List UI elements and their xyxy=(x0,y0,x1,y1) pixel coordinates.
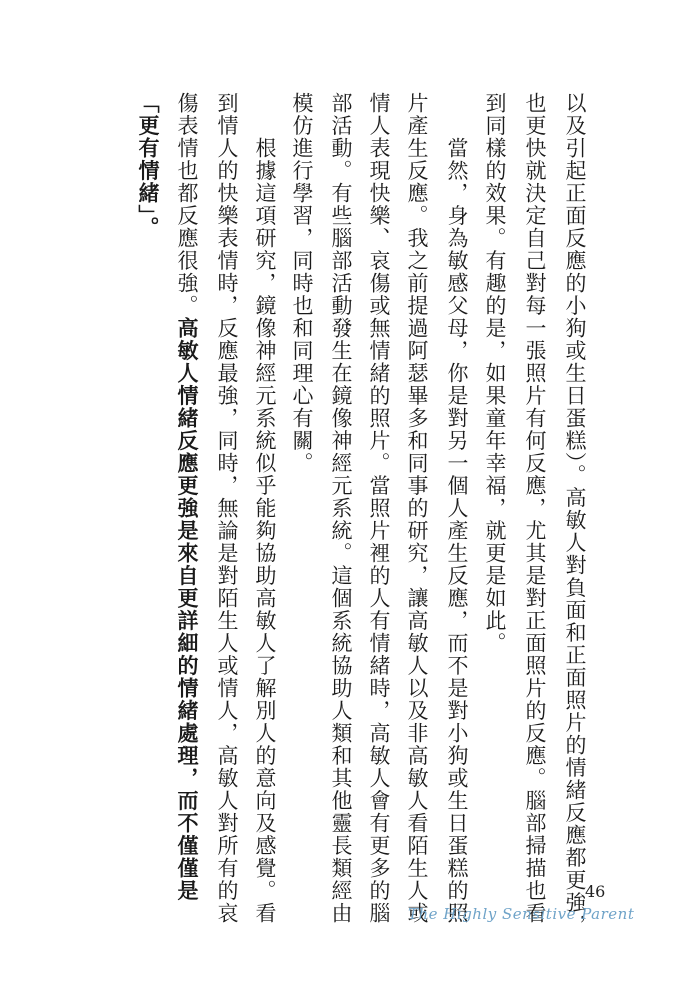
text-column-8: 模仿進行學習，同時也和同理心有關。 xyxy=(290,92,314,475)
text-column-2: 也更快就決定自己對每一張照片有何反應，尤其是對正面照片的反應。腦部掃描也看 xyxy=(523,92,547,925)
text-column-1: 以及引起正面反應的小狗或生日蛋糕）。高敏人對負面和正面照片的情緒反應都更強， xyxy=(563,92,587,937)
text-column-11-regular: 傷表情也都反應很強。 xyxy=(175,92,199,317)
text-column-9: 根據這項研究，鏡像神經元系統似乎能夠協助高敏人了解別人的意向及感覺。看 xyxy=(253,92,277,925)
text-column-12: 「更有情緒」。 xyxy=(136,92,161,239)
text-column-6: 情人表現快樂、哀傷或無情緒的照片。當照片裡的人有情緒時，高敏人會有更多的腦 xyxy=(367,92,391,925)
page-number: 46 xyxy=(585,882,606,901)
text-column-5: 片產生反應。我之前提過阿瑟畢多和同事的研究，讓高敏人以及非高敏人看陌生人或 xyxy=(405,92,429,925)
text-column-10: 到情人的快樂表情時，反應最強，同時，無論是對陌生人或情人，高敏人對所有的哀 xyxy=(215,92,239,925)
text-column-11 xyxy=(172,92,202,902)
text-column-7: 部活動。有些腦部活動發生在鏡像神經元系統。這個系統協助人類和其他靈長類經由 xyxy=(329,92,353,925)
running-footer: The Highly Sensitive Parent xyxy=(408,905,635,923)
text-column-11-bold: 高敏人情緒反應更強是來自更詳細的情緒處理，而不僅僅是 xyxy=(175,317,200,902)
text-column-3: 到同樣的效果。有趣的是，如果童年幸福，就更是如此。 xyxy=(483,92,507,655)
text-column-4: 當然，身為敏感父母，你是對另一個人產生反應，而不是對小狗或生日蛋糕的照 xyxy=(445,92,469,925)
